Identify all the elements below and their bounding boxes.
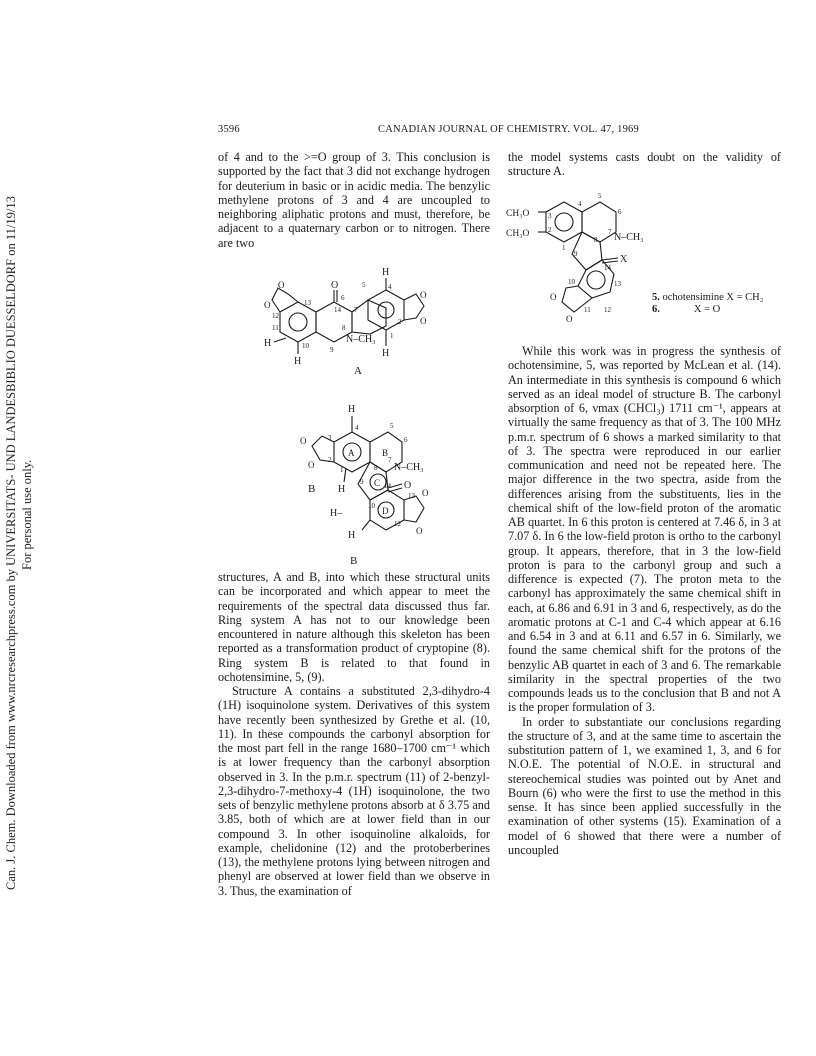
atom-h-top: H <box>382 267 390 278</box>
download-sidebar <box>0 130 46 890</box>
num-10: 10 <box>368 502 375 510</box>
structure-5-figure <box>506 190 656 330</box>
structure-b-drawing <box>270 388 450 570</box>
num-11: 11 <box>584 306 591 314</box>
num-13: 13 <box>304 299 311 307</box>
right-column-bottom <box>508 344 781 857</box>
atom-o-3: O <box>422 488 429 498</box>
num-14: 14 <box>384 482 391 490</box>
structure-side-label-b: B <box>308 483 316 495</box>
num-9: 9 <box>574 250 578 258</box>
structure-a-figure <box>250 262 450 382</box>
paragraph: structures, A and B, into which these structural units can be incorporated and which appear to meet the requirements of the spectral data discussed thus far. Ring system A has not to our knowledge been encountered in nature although this skeleton has been reported as a transformation product of cryptopine (8). Ring system B is related to that found in ochotensimine, 5, (9). <box>218 570 490 684</box>
atom-o-1: O <box>300 436 307 446</box>
paragraph: While this work was in progress the synthesis of ochotensimine, 5, was reported by McLean et al. (14). An intermediate in this synthesis is compound 6 which served as an ideal model of structure B. The carbonyl absorption of 6, νmax (CHCl₃) 1711 cm⁻¹, appears at virtually the same frequency as that of 3. The 100 MHz p.m.r. spectrum of 6 shows a marked similarity to that of 3. The spectra were reproduced in our earlier communication and need not be repeated here. The major difference in the two spectra, aside from the differences arising from the substituents, lies in the chemical shift of the low-field proton of the aromatic AB quartet. In 6 this proton is centered at 7.46 δ, in 3 at 7.07 δ. In 6 the low-field proton is ortho to the carbonyl group. It appears, therefore, that in 3 the low-field proton is para to the carbonyl group and such a difference is expected (7). The proton meta to the carbonyl has approximately the same chemical shift in each, at 6.86 and 6.91 in 3 and 6, respectively, as do the aromatic protons at C-1 and C-4 which appear at 6.16 and 6.54 in 3 and at 6.11 and 6.57 in 6. Similarly, we found the same chemical shift for the protons of the benzylic AB quartet in each of 3 and 6. The remarkable similarity in the spectral properties of the two compounds leads us to the conclusion that B and not A is the proper formulation of 3. <box>508 344 781 715</box>
label-meo-top: CH₃O <box>506 209 530 219</box>
paragraph: Structure A contains a substituted 2,3-dihydro-4 (1H) isoquinolone system. Derivatives of this system have recently been synthesized by Grethe et al. (10, 11). In these compounds the carbonyl absorption for the most part fell in the range 1680–1700 cm⁻¹ which is at lower frequency than the carbonyl absorption observed in 3. In the p.m.r. spectrum (11) of 2-benzyl-2,3-dihydro-7-methoxy-4 (1H) isoquinolone, the two sets of benzylic methylene protons absorb at δ 3.75 and 3.85, both of which are at lower field than in our compound 3. In other isoquinoline alkaloids, for example, chelidonine (12) and the protoberberines (13), the methylene protons lying between nitrogen and phenyl are observed at lower field than we observe in 3. Thus, the examination of <box>218 684 490 898</box>
label-o-2: O <box>566 314 573 324</box>
atom-h-bottom: H <box>348 530 356 541</box>
compound-number: 6. <box>652 304 660 315</box>
num-12: 12 <box>394 520 401 528</box>
num-3: 3 <box>548 212 552 220</box>
structure-5-drawing <box>506 190 656 330</box>
caption-line-5 <box>652 292 763 304</box>
num-4: 4 <box>388 283 392 291</box>
atom-o-2: O <box>308 460 315 470</box>
left-column-bottom <box>218 570 490 898</box>
num-1: 1 <box>562 244 566 252</box>
ring-a-label: A <box>348 448 355 458</box>
left-column-top <box>218 150 490 250</box>
page-number: 3596 <box>218 124 240 135</box>
atom-h-left: H <box>264 338 272 349</box>
num-12: 12 <box>272 312 279 320</box>
caption-line-6 <box>652 304 763 316</box>
ring-c-label: C <box>374 478 381 488</box>
num-6: 6 <box>341 294 345 302</box>
label-meo-bottom: CH₃O <box>506 229 530 239</box>
num-14: 14 <box>604 264 611 272</box>
num-10: 10 <box>568 278 575 286</box>
atom-h-left: H– <box>330 508 343 519</box>
atom-h-bottom-right: H <box>382 348 390 359</box>
structure-5-caption <box>652 292 763 316</box>
atom-o-2: O <box>264 300 271 310</box>
atom-o-3: O <box>420 290 427 300</box>
num-12: 12 <box>604 306 611 314</box>
atom-h-top: H <box>348 404 356 415</box>
atom-n-methyl: N–CH₃ <box>346 334 376 345</box>
atom-o-ketone: O <box>331 280 339 291</box>
num-8: 8 <box>594 236 598 244</box>
label-o-1: O <box>550 292 557 302</box>
num-10: 10 <box>302 342 309 350</box>
structure-b-figure <box>270 388 450 570</box>
right-column-top <box>508 150 781 179</box>
ring-d-label: D <box>382 506 389 516</box>
num-4: 4 <box>578 200 582 208</box>
num-3: 3 <box>328 434 332 442</box>
num-2: 2 <box>548 226 552 234</box>
num-13: 13 <box>408 492 415 500</box>
caption-text: X = O <box>693 304 721 315</box>
num-13: 13 <box>614 280 621 288</box>
num-8: 8 <box>342 324 346 332</box>
compound-number: 5. <box>652 292 660 303</box>
structure-a-drawing <box>250 262 450 382</box>
paragraph: In order to substantiate our conclusions regarding the structure of 3, and at the same time to ascertain the substitution pattern of 1, we examined 1, 3, and 6 for N.O.E. The potential of N.O.E. in structural and stereochemical studies was pointed out by Anet and Bourn (6) who were the first to use the method in this sense. It has since been applied successfully in the examination of other systems (15). Examination of a model of 6 showed that there were a number of uncoupled <box>508 714 781 857</box>
num-2: 2 <box>328 456 332 464</box>
caption-text: ochotensimine X = CH₂ <box>662 292 764 303</box>
paragraph: of 4 and to the >=O group of 3. This conclusion is supported by the fact that 3 did not exchange hydrogen for deuterium in basic or in acidic media. The benzylic methylene protons of 3 and 4 are uncoupled to neighboring aliphatic protons and must, therefore, be adjacent to a quaternary carbon or to nitrogen. There are two <box>218 150 490 250</box>
num-4: 4 <box>355 424 359 432</box>
num-11: 11 <box>272 324 279 332</box>
atom-h-bottom-left: H <box>294 356 302 367</box>
atom-o-1: O <box>278 280 285 290</box>
num-5: 5 <box>598 192 602 200</box>
num-14: 14 <box>334 306 341 314</box>
ring-b-label: B <box>382 448 389 458</box>
journal-title: CANADIAN JOURNAL OF CHEMISTRY. VOL. 47, 1969 <box>378 124 639 135</box>
num-6: 6 <box>404 436 408 444</box>
num-7: 7 <box>608 228 612 236</box>
label-x: X <box>620 254 628 265</box>
running-header <box>218 124 780 140</box>
num-8: 8 <box>374 464 378 472</box>
num-2: 2 <box>398 318 402 326</box>
num-7: 7 <box>354 306 358 314</box>
atom-o-4: O <box>420 316 427 326</box>
num-9: 9 <box>330 346 334 354</box>
sidebar-personal-use: For personal use only. <box>20 459 34 570</box>
label-n-methyl: N–CH₃ <box>614 232 644 243</box>
structure-label-a: A <box>354 365 362 377</box>
sidebar-download-notice: Can. J. Chem. Downloaded from www.nrcresearchpress.com by UNIVERSITATS- UND LANDESBIBLIO DUESSELDORF on 11/19/13 <box>4 196 18 890</box>
num-9: 9 <box>360 478 364 486</box>
atom-n-methyl: N–CH₃ <box>394 462 424 473</box>
atom-o-4: O <box>416 526 423 536</box>
num-1: 1 <box>390 332 394 340</box>
num-5: 5 <box>390 422 394 430</box>
num-1: 1 <box>340 466 344 474</box>
structure-label-b: B <box>350 555 358 567</box>
num-6: 6 <box>618 208 622 216</box>
num-5: 5 <box>362 281 366 289</box>
atom-o-ketone: O <box>404 480 412 491</box>
num-7: 7 <box>388 456 392 464</box>
paragraph: the model systems casts doubt on the validity of structure A. <box>508 150 781 179</box>
atom-h-mid: H <box>338 484 346 495</box>
